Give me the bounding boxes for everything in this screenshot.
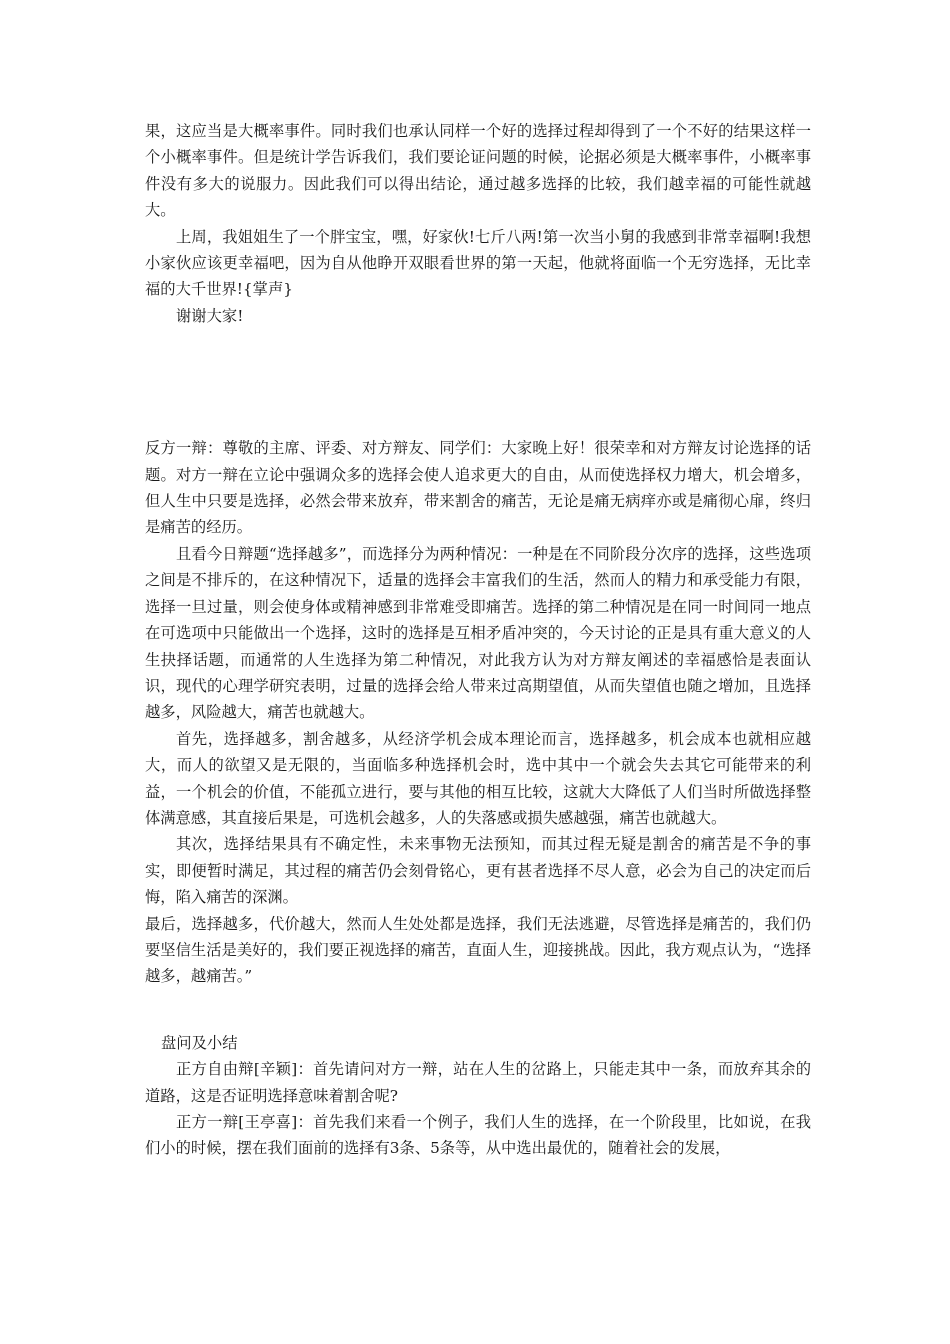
section-gap (145, 990, 811, 1030)
section-heading: 盘问及小结 (161, 1033, 238, 1052)
section-gap (145, 329, 811, 435)
paragraph-opposition-opening: 反方一辩：尊敬的主席、评委、对方辩友、同学们：大家晚上好！很荣幸和对方辩友讨论选择的话题。对方一辩在立论中强调众多的选择会使人追求更大的自由，从而使选择权力增大，机会增多，但人生中只要是选择，必然会带来放弃，带来割舍的痛苦，无论是痛无病痒亦或是痛彻心扉，终归是痛苦的经历。 (145, 439, 811, 537)
paragraph-first-point: 首先，选择越多，割舍越多，从经济学机会成本理论而言，选择越多，机会成本也就相应越大，而人的欲望又是无限的，当面临多种选择机会时，选中其中一个就会失去其它可能带来的利益，一个机会的价值，不能孤立进行，要与其他的相互比较，这就大大降低了人们当时所做选择整体满意感，其直接后果是，可选机会越多，人的失落感或损失感越强，痛苦也就越大。 (145, 729, 811, 827)
paragraph-second-point: 其次，选择结果具有不确定性，未来事物无法预知，而其过程无疑是割舍的痛苦是不争的事实，即便暂时满足，其过程的痛苦仍会刻骨铭心，更有甚者选择不尽人意，必会为自己的决定而后悔，陷入痛苦的深渊。 (145, 835, 811, 907)
paragraph-thanks: 谢谢大家! (176, 306, 244, 325)
paragraph-final-point: 最后，选择越多，代价越大，然而人生处处都是选择，我们无法逃避，尽管选择是痛苦的，我们仍要坚信生活是美好的，我们要正视选择的痛苦，直面人生，迎接挑战。因此，我方观点认为，“选择越多，越痛苦。” (145, 914, 811, 986)
paragraph-two-situations: 且看今日辩题“选择越多”，而选择分为两种情况：一种是在不同阶段分次序的选择，这些选项之间是不排斥的，在这种情况下，适量的选择会丰富我们的生活，然而人的精力和承受能力有限，选择一旦过量，则会使身体或精神感到非常难受即痛苦。选择的第二种情况是在同一时间同一地点在可选项中只能做出一个选择，这时的选择是互相矛盾冲突的，今天讨论的正是具有重大意义的人生抉择话题，而通常的人生选择为第二种情况，对此我方认为对方辩友阐述的幸福感恰是表面认识，现代的心理学研究表明，过量的选择会给人带来过高期望值，从而失望值也随之增加，且选择越多，风险越大，痛苦也就越大。 (145, 544, 811, 722)
paragraph-first-debater-answer: 正方一辩[王亭喜]：首先我们来看一个例子，我们人生的选择，在一个阶段里，比如说，在我们小的时候，摆在我们面前的选择有3条、5条等，从中选出最优的，随着社会的发展， (145, 1113, 811, 1158)
paragraph-conclusion-text: 果，这应当是大概率事件。同时我们也承认同样一个好的选择过程却得到了一个不好的结果这样一个小概率事件。但是统计学告诉我们，我们要论证问题的时候，论据必须是大概率事件，小概率事件没有多大的说服力。因此我们可以得出结论，通过越多选择的比较，我们越幸福的可能性就越大。 (145, 122, 811, 220)
document-page (145, 118, 811, 1162)
paragraph-baby-story: 上周，我姐姐生了一个胖宝宝，嘿，好家伙!七斤八两!第一次当小舅的我感到非常幸福啊!我想小家伙应该更幸福吧，因为自从他睁开双眼看世界的第一天起，他就将面临一个无穷选择，无比幸福的大千世界!{掌声} (145, 227, 811, 299)
paragraph-free-debate-question: 正方自由辩[辛颖]：首先请问对方一辩，站在人生的岔路上，只能走其中一条，而放弃其余的道路，这是否证明选择意味着割舍呢? (145, 1060, 811, 1105)
